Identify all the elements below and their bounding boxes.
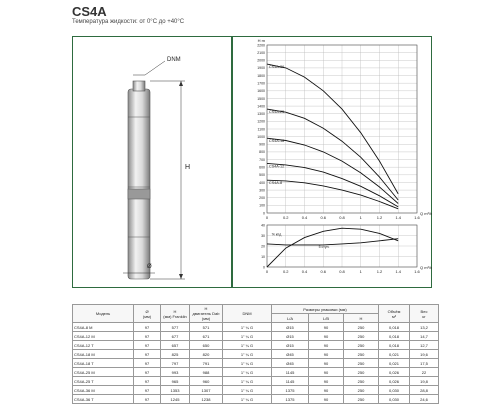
pump-outlet	[133, 81, 145, 91]
cell-dnm: 1" ¼ G	[223, 395, 272, 404]
h-label: H	[185, 164, 191, 171]
dnm-label: DNM	[167, 57, 181, 63]
cell-h3: 250	[344, 395, 379, 404]
y-tick-label: 2200	[257, 43, 265, 48]
col-lb: L/B	[309, 314, 344, 323]
cell-h3: 250	[344, 368, 379, 377]
cell-dnm: 1" ¼ G	[223, 332, 272, 341]
cell-dnm: 1" ¼ G	[223, 359, 272, 368]
cell-h2: 1238	[190, 395, 223, 404]
h-arrow-top	[179, 81, 183, 86]
cell-dnm: 1" ¼ G	[223, 341, 272, 350]
cell-lb: 90	[309, 350, 344, 359]
col-la: L/A	[272, 314, 309, 323]
series-label: % кпд	[271, 232, 282, 237]
series-label: CS4A-25	[268, 110, 285, 115]
y-tick-label: 1800	[257, 73, 265, 78]
y-tick-label: 800	[259, 150, 265, 155]
cell-la: 1145	[272, 368, 309, 377]
cell-h: 1245	[161, 395, 190, 404]
table-row	[73, 341, 439, 350]
pump-drawing-frame	[72, 36, 232, 288]
cell-o: 97	[134, 377, 161, 386]
cell-model: CS4A-25 M	[73, 368, 134, 377]
page-subtitle: Температура жидкости: от 0°C до +40°C	[72, 19, 185, 25]
y-tick-label: 400	[259, 180, 265, 185]
x-tick-label: 0.2	[282, 215, 289, 220]
cell-model: CS4A-12 M	[73, 332, 134, 341]
y-tick-label: 10	[261, 254, 265, 259]
cell-h: 797	[161, 359, 190, 368]
col-pack-group: Размеры упаковки (мм)	[272, 305, 379, 314]
cell-model: CS4A-36 M	[73, 386, 134, 395]
cell-lb: 90	[309, 341, 344, 350]
cell-weight: 12,7	[410, 341, 439, 350]
x-tick-label: 0.4	[301, 269, 308, 274]
series-line	[267, 138, 398, 203]
cell-vol: 0,026	[379, 368, 410, 377]
cell-h2: 1307	[190, 386, 223, 395]
cell-weight: 17,5	[410, 359, 439, 368]
x-tick-label: 0.8	[339, 215, 345, 220]
cell-h: 1353	[161, 386, 190, 395]
series-line	[267, 163, 398, 207]
y-tick-label: 0	[263, 211, 265, 216]
cell-la: 1375	[272, 395, 309, 404]
cell-lb: 90	[309, 395, 344, 404]
cell-weight: 24,6	[410, 395, 439, 404]
x-tick-label: 0	[265, 215, 269, 220]
y-tick-label: 1600	[257, 89, 265, 94]
y-tick-label: 1200	[257, 119, 265, 124]
table-row	[73, 359, 439, 368]
cell-lb: 90	[309, 368, 344, 377]
dnm-leader	[145, 61, 165, 75]
cell-weight: 28,8	[410, 386, 439, 395]
series-label: CS4A-8	[268, 181, 283, 186]
y-tick-label: 20	[261, 244, 265, 249]
cell-la: Ø15	[272, 323, 309, 332]
cell-o: 97	[134, 323, 161, 332]
page-title: CS4A	[72, 4, 107, 19]
cell-h2: 820	[190, 350, 223, 359]
cell-vol: 0,021	[379, 359, 410, 368]
cell-dnm: 1" ¼ G	[223, 386, 272, 395]
pump-drawing	[73, 37, 233, 289]
col-diameter: Ø (мм)	[134, 305, 161, 323]
cell-o: 97	[134, 341, 161, 350]
series-label: 5 ступ.	[318, 245, 330, 250]
col-dnm: DNM	[223, 305, 272, 323]
x-tick-label: 1	[359, 215, 362, 220]
cell-o: 97	[134, 350, 161, 359]
cell-la: Ø45	[272, 350, 309, 359]
y-tick-label: 1500	[257, 96, 265, 101]
cell-h3: 250	[344, 359, 379, 368]
x-tick-label: 1.6	[414, 215, 420, 220]
spec-table-body	[73, 323, 439, 404]
cell-dnm: 1" ¼ G	[223, 350, 272, 359]
series-label: CS4A-12	[268, 164, 285, 169]
cell-model: CS4A-36 T	[73, 395, 134, 404]
col-h3: H	[344, 314, 379, 323]
cell-model: CS4A-12 T	[73, 341, 134, 350]
cell-h3: 250	[344, 386, 379, 395]
spec-table	[72, 304, 439, 404]
cell-weight: 22	[410, 368, 439, 377]
cell-vol: 0,026	[379, 377, 410, 386]
series-line	[267, 228, 398, 267]
y-tick-label: 2100	[257, 50, 265, 55]
cell-h: 677	[161, 332, 190, 341]
cell-vol: 0,018	[379, 332, 410, 341]
cell-lb: 90	[309, 332, 344, 341]
table-row	[73, 332, 439, 341]
y-tick-label: 2000	[257, 58, 265, 63]
cell-weight: 14,7	[410, 332, 439, 341]
col-h-franklin: H (мм) Franklin	[161, 305, 190, 323]
series-line	[267, 180, 398, 209]
y-tick-label: 1700	[257, 81, 265, 86]
cell-lb: 90	[309, 386, 344, 395]
cell-lb: 90	[309, 359, 344, 368]
x-tick-label: 0.8	[339, 269, 345, 274]
cell-o: 97	[134, 386, 161, 395]
cell-h3: 250	[344, 350, 379, 359]
efficiency-chart	[261, 223, 432, 274]
y-axis-label: H m	[257, 38, 265, 43]
cell-h3: 250	[344, 341, 379, 350]
y-tick-label: 700	[259, 157, 265, 162]
cell-vol: 0,030	[379, 386, 410, 395]
cell-h: 577	[161, 323, 190, 332]
y-tick-label: 40	[261, 223, 265, 228]
cell-model: CS4A-25 T	[73, 377, 134, 386]
y-tick-label: 30	[261, 233, 265, 238]
pump-body	[128, 89, 150, 279]
cell-weight: 13,2	[410, 323, 439, 332]
cell-h: 965	[161, 377, 190, 386]
y-tick-label: 900	[259, 142, 265, 147]
cell-o: 97	[134, 332, 161, 341]
table-row	[73, 323, 439, 332]
x-tick-label: 0.4	[301, 215, 308, 220]
x-tick-label: 0.6	[320, 215, 327, 220]
cell-o: 97	[134, 368, 161, 377]
cell-h2: 791	[190, 359, 223, 368]
cell-dnm: 1" ¼ G	[223, 377, 272, 386]
performance-charts	[233, 37, 433, 289]
cell-la: Ø45	[272, 359, 309, 368]
cell-h: 825	[161, 350, 190, 359]
cell-h2: 571	[190, 323, 223, 332]
y-tick-label: 300	[259, 188, 265, 193]
cell-la: Ø15	[272, 332, 309, 341]
table-row	[73, 395, 439, 404]
x-tick-label: 0.6	[320, 269, 327, 274]
cell-h2: 671	[190, 332, 223, 341]
cell-h3: 250	[344, 377, 379, 386]
col-model: Модель	[73, 305, 134, 323]
x-tick-label: 0.2	[282, 269, 289, 274]
x-tick-label: 1	[359, 269, 362, 274]
cell-h2: 650	[190, 341, 223, 350]
x-tick-label: 1.2	[376, 269, 383, 274]
cell-vol: 0,018	[379, 341, 410, 350]
table-row	[73, 368, 439, 377]
x-axis-label: Q m³/h	[420, 211, 433, 216]
cell-weight: 19,8	[410, 377, 439, 386]
cell-weight: 19,6	[410, 350, 439, 359]
table-row	[73, 386, 439, 395]
cell-model: CS4A-18 M	[73, 350, 134, 359]
cell-h3: 250	[344, 332, 379, 341]
y-tick-label: 200	[259, 196, 265, 201]
y-tick-label: 1100	[257, 127, 265, 132]
x-tick-label: 1.4	[395, 215, 402, 220]
table-row	[73, 350, 439, 359]
y-tick-label: 600	[259, 165, 265, 170]
cell-o: 97	[134, 359, 161, 368]
cell-la: 1375	[272, 386, 309, 395]
cell-la: Ø15	[272, 341, 309, 350]
x-axis-label: Q m³/h	[420, 265, 433, 270]
cell-dnm: 1" ¼ G	[223, 368, 272, 377]
cell-lb: 90	[309, 377, 344, 386]
cell-vol: 0,030	[379, 395, 410, 404]
y-tick-label: 1400	[257, 104, 265, 109]
cell-h2: 960	[190, 377, 223, 386]
cell-o: 97	[134, 395, 161, 404]
cell-h: 657	[161, 341, 190, 350]
cell-dnm: 1" ¼ G	[223, 323, 272, 332]
table-row	[73, 377, 439, 386]
x-tick-label: 1.2	[376, 215, 383, 220]
x-tick-label: 1.4	[395, 269, 402, 274]
x-tick-label: 0	[265, 269, 269, 274]
cell-h2: 988	[190, 368, 223, 377]
y-tick-label: 500	[259, 173, 265, 178]
col-h-dab: H двигатель Dab (мм)	[190, 305, 223, 323]
series-line	[267, 239, 398, 245]
y-tick-label: 0	[263, 265, 265, 270]
head-curve-chart	[257, 38, 432, 220]
col-weight: Вес кг	[410, 305, 439, 323]
series-label: CS4A-18	[268, 139, 285, 144]
y-tick-label: 1300	[257, 112, 265, 117]
diameter-label: Ø	[147, 264, 152, 270]
y-tick-label: 1900	[257, 66, 265, 71]
cell-la: 1145	[272, 377, 309, 386]
y-tick-label: 100	[259, 203, 265, 208]
h-arrow-bottom	[179, 274, 183, 279]
cell-model: CS4A-8 M	[73, 323, 134, 332]
cell-vol: 0,018	[379, 323, 410, 332]
cell-h: 993	[161, 368, 190, 377]
col-volume: Объём м³	[379, 305, 410, 323]
cell-lb: 90	[309, 323, 344, 332]
pump-intake	[128, 189, 150, 199]
charts-frame	[232, 36, 432, 288]
series-label: CS4A-36	[268, 65, 285, 70]
cell-vol: 0,021	[379, 350, 410, 359]
cell-model: CS4A-18 T	[73, 359, 134, 368]
x-tick-label: 1.6	[414, 269, 420, 274]
y-tick-label: 1000	[257, 134, 265, 139]
cell-h3: 250	[344, 323, 379, 332]
